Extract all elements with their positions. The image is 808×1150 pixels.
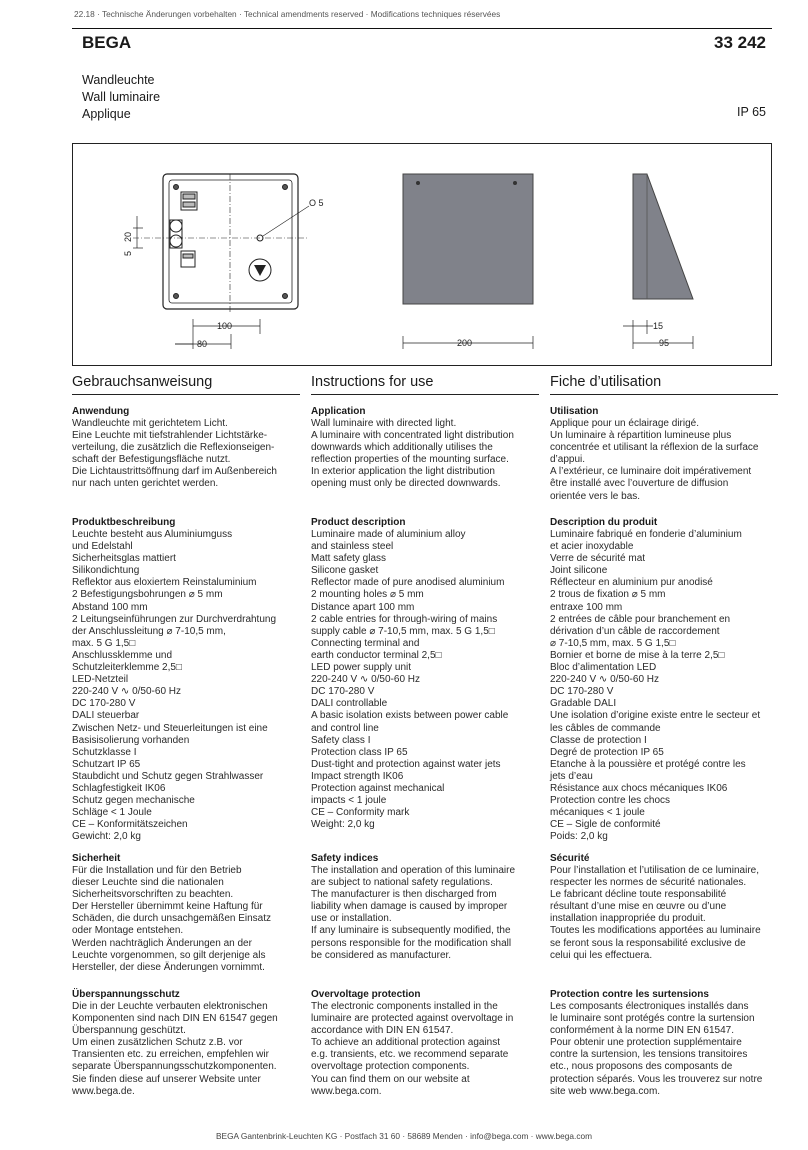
dim-side2-label: 20 (123, 231, 133, 242)
section-ueberspannung (72, 989, 304, 1098)
section-protection-surtensions (550, 989, 782, 1098)
column-french (550, 374, 778, 1097)
column-heading: Instructions for use (311, 374, 539, 395)
section-safety (311, 853, 543, 962)
section-body: Leuchte besteht aus Aluminiumguss und Edelstahl Sicherheitsglas mattiert Silikondichtung Reflektor aus eloxiertem Reinstaluminium 2 Befestigungsbohrungen ⌀ 5 mm Abstand 100 mm 2 Leitungseinführungen zur Durchverdrahtung der Anschlussleitung ⌀ 7-10,5 mm, max. 5 G 1,5□ Anschlussklemme und Schutzleiterklemme 2,5□ LED-Netzteil 220-240 V ∿ 0/50-60 Hz DC 170-280 V DALI steuerbar Zwischen Netz- und Steuerleitungen ist eine Basisisolierung vorhanden Schutzklasse I Schutzart IP 65 Staubdicht und Schutz gegen Strahlwasser Schlagfestigkeit IK06 Schutz gegen mechanische Schläge < 1 Joule CE – Konformitätszeichen Gewicht: 2,0 kg (72, 529, 277, 843)
part-number: 33 242 (714, 33, 766, 52)
header-rule (72, 28, 772, 29)
section-title: Produktbeschreibung (72, 517, 176, 528)
name-fr: Applique (82, 107, 131, 121)
section-title: Product description (311, 517, 406, 528)
section-sicherheit (72, 853, 304, 974)
column-heading: Gebrauchsanweisung (72, 374, 300, 395)
section-anwendung (72, 406, 304, 491)
column-english (311, 374, 539, 1097)
dim-15-label: 15 (653, 321, 664, 331)
section-description-produit (550, 517, 782, 843)
hole-label: O 5 (309, 198, 324, 208)
section-body: Wall luminaire with directed light. A luminaire with concentrated light distribution downwards which additionally utilises the reflection properties of the mounting surface. In exterior application the light distribution opening must only be directed downwards. (311, 418, 514, 490)
section-title: Sicherheit (72, 853, 121, 864)
front-view (133, 174, 309, 314)
section-body: Luminaire fabriqué en fonderie d’aluminium et acier inoxydable Verre de sécurité mat Joint silicone Réflecteur en aluminium pur anodisé 2 trous de fixation ⌀ 5 mm entraxe 100 mm 2 entrées de câble pour branchement en dérivation d’un câble de raccordement ⌀ 7-10,5 mm, max. 5 G 1,5□ Bornier et borne de mise à la terre 2,5□ Bloc d’alimentation LED 220-240 V ∿ 0/50-60 Hz DC 170-280 V Gradable DALI Une isolation d’origine existe entre le secteur et les câbles de commande Classe de protection I Degré de protection IP 65 Etanche à la poussière et protégé contre les jets d’eau Résistance aux chocs mécaniques IK06 Protection contre les chocs mécaniques < 1 joule CE – Sigle de conformité Poids: 2,0 kg (550, 529, 761, 843)
section-body: Pour l’installation et l’utilisation de ce luminaire, respecter les normes de sécurité nationales. Le fabricant décline toute responsabilité résultant d’une mise en œuvre ou d’une installation inappropriée du produit. Toutes les modifications apportées au luminaire se feront sous la responsabilité exclusive de celui qui les effectuera. (550, 865, 761, 961)
section-securite (550, 853, 782, 962)
section-body: The installation and operation of this luminaire are subject to national safety regulations. The manufacturer is then discharged from liability when damage is caused by improper use or installation. If any luminaire is subsequently modified, the persons responsible for the modification shall be considered as manufacturer. (311, 865, 516, 961)
section-body: Applique pour un éclairage dirigé. Un luminaire à répartition lumineuse plus concentrée et utilisant la réflexion de la surface d’appui. A l’extérieur, ce luminaire doit impérativement être installé avec l’ouverture de diffusion orientée vers le bas. (550, 418, 759, 502)
section-produktbeschreibung (72, 517, 304, 843)
section-body: Luminaire made of aluminium alloy and stainless steel Matt safety glass Silicone gasket Reflector made of pure anodised aluminium 2 mounting holes ⌀ 5 mm Distance apart 100 mm 2 cable entries for through-wiring of mains supply cable ⌀ 7-10,5 mm, max. 5 G 1,5□ Connecting terminal and earth conductor terminal 2,5□ LED power supply unit 220-240 V ∿ 0/50-60 Hz DC 170-280 V DALI controllable A basic isolation exists between power cable and control line Safety class I Protection class IP 65 Dust-tight and protection against water jets Impact strength IK06 Protection against mechanical impacts < 1 joule CE – Conformity mark Weight: 2,0 kg (311, 529, 509, 831)
dim-left (133, 216, 143, 248)
section-body: Für die Installation und für den Betrieb dieser Leuchte sind die nationalen Sicherheitsvorschriften zu beachten. Der Hersteller übernimmt keine Haftung für Schäden, die durch unsachgemäßen Einsatz oder Montage entstehen. Werden nachträglich Änderungen an der Leuchte vorgenommen, so gilt derjenige als Hersteller, der diese Änderungen vornimmt. (72, 865, 272, 973)
footer-address: BEGA Gantenbrink-Leuchten KG · Postfach 31 60 · 58689 Menden · info@bega.com · www.bega.com (216, 1131, 592, 1141)
section-title: Application (311, 406, 366, 417)
profile-view (633, 174, 693, 299)
name-en: Wall luminaire (82, 90, 161, 104)
column-heading: Fiche d’utilisation (550, 374, 778, 395)
section-title: Safety indices (311, 853, 379, 864)
product-names (82, 72, 160, 123)
technical-drawing (72, 143, 772, 366)
section-body: The electronic components installed in the luminaire are protected against overvoltage in accordance with DIN EN 61547. To achieve an additional protection against e.g. transients, etc. we recommend separate overvoltage protection components. You can find them on our website at www.bega.com. (311, 1001, 514, 1097)
section-overvoltage (311, 989, 543, 1098)
ip-rating: IP 65 (737, 105, 766, 119)
section-utilisation (550, 406, 782, 503)
dim-side-label: 5 (123, 250, 133, 256)
section-title: Anwendung (72, 406, 130, 417)
dim-80-label: 80 (197, 339, 208, 349)
section-application (311, 406, 543, 491)
brand-name: BEGA (82, 33, 132, 52)
revision-line: 22.18 · Technische Änderungen vorbehalten · Technical amendments reserved · Modifications techniques réservées (74, 9, 501, 19)
section-title: Sécurité (550, 853, 590, 864)
dim-95-label: 95 (659, 338, 670, 348)
name-de: Wandleuchte (82, 73, 155, 87)
section-title: Overvoltage protection (311, 989, 421, 1000)
side-face-view (403, 174, 533, 304)
drawing-svg (73, 144, 773, 367)
section-body: Wandleuchte mit gerichtetem Licht. Eine Leuchte mit tiefstrahlender Lichtstärke- verteilung, die zusätzlich die Reflexionseigen- schaft der Befestigungsfläche nutzt. Die Lichtaustrittsöffnung darf im Außenbereich nur nach unten gerichtet werden. (72, 418, 277, 490)
dim-100-label: 100 (217, 321, 233, 331)
section-title: Utilisation (550, 406, 599, 417)
section-body: Les composants électroniques installés dans le luminaire sont protégés contre la surtension conformément à la norme DIN EN 61547. Pour obtenir une protection supplémentaire contre la surtension, les tensions transitoires etc., nous proposons des composants de protection séparés. Vous les trouverez sur notre site web www.bega.com. (550, 1001, 763, 1097)
section-product-description (311, 517, 543, 831)
section-title: Protection contre les surtensions (550, 989, 709, 1000)
section-title: Überspannungsschutz (72, 989, 180, 1000)
section-body: Die in der Leuchte verbauten elektronischen Komponenten sind nach DIN EN 61547 gegen Überspannung geschützt. Um einen zusätzlichen Schutz z.B. vor Transienten etc. zu erreichen, empfehlen wir separate Überspannungsschutzkomponenten. Sie finden diese auf unserer Website unter www.bega.de. (72, 1001, 278, 1097)
column-german (72, 374, 300, 1097)
section-title: Description du produit (550, 517, 658, 528)
dim-200-label: 200 (457, 338, 473, 348)
